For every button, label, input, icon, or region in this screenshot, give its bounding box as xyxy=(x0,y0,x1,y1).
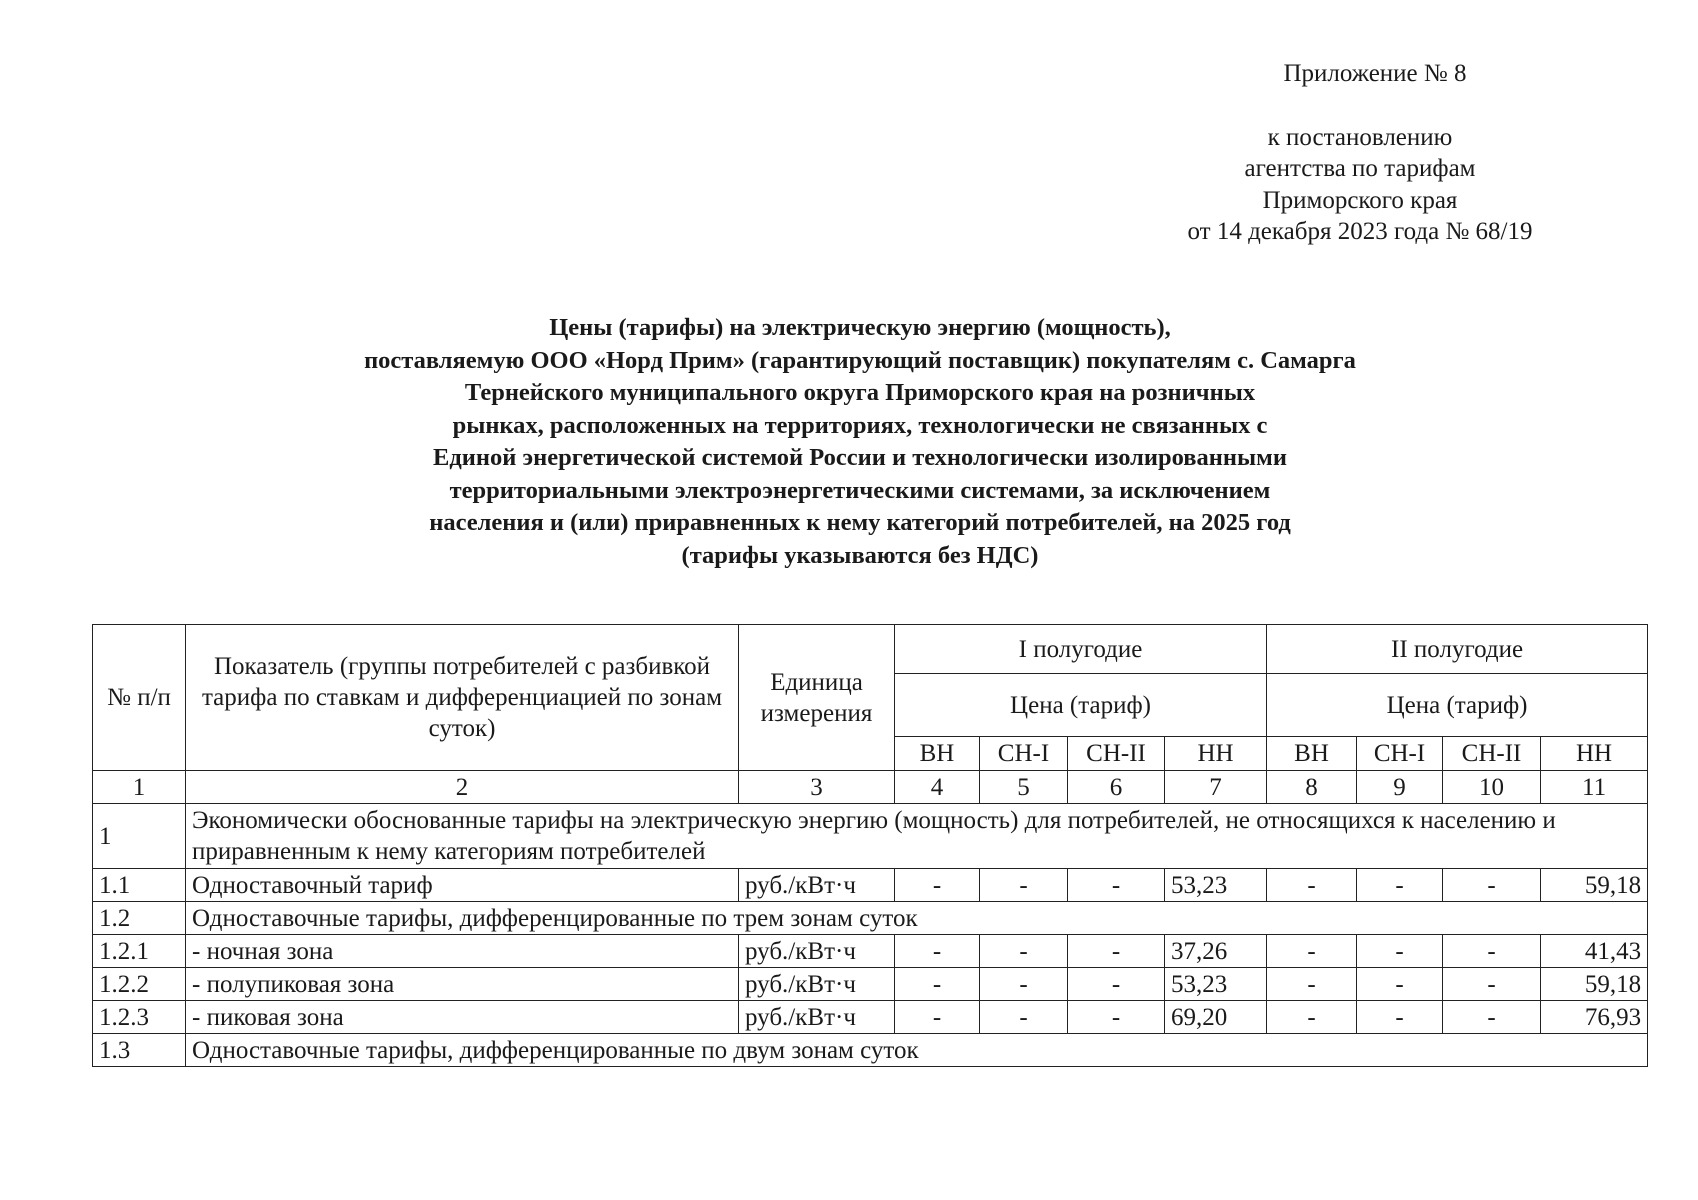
row-number: 1.2.1 xyxy=(93,935,186,968)
column-number: 3 xyxy=(739,771,895,804)
column-number-row xyxy=(93,771,1648,804)
header-voltage-sn2-2: СН-II xyxy=(1443,737,1541,771)
header-voltage-vn-1: ВН xyxy=(895,737,980,771)
value-vn-1: - xyxy=(895,968,980,1001)
value-sn2-2: - xyxy=(1443,869,1541,902)
appendix-region-line: Приморского края xyxy=(1262,186,1458,214)
value-nn-2: 59,18 xyxy=(1541,968,1648,1001)
value-sn1-1: - xyxy=(980,869,1068,902)
row-number: 1.2.3 xyxy=(93,1001,186,1034)
row-number: 1 xyxy=(93,804,186,869)
appendix-agency-line: агентства по тарифам xyxy=(1244,155,1476,182)
header-voltage-vn-2: ВН xyxy=(1267,737,1357,771)
value-sn2-2: - xyxy=(1443,968,1541,1001)
header-voltage-nn-2: НН xyxy=(1541,737,1648,771)
row-name: - полупиковая зона xyxy=(186,968,739,1001)
row-number: 1.3 xyxy=(93,1034,186,1067)
value-sn2-1: - xyxy=(1068,1001,1165,1034)
value-sn2-1: - xyxy=(1068,935,1165,968)
value-sn1-2: - xyxy=(1357,869,1443,902)
header-voltage-sn1-1: СН-I xyxy=(980,737,1068,771)
table-row xyxy=(93,902,1648,935)
value-vn-1: - xyxy=(895,869,980,902)
value-sn1-1: - xyxy=(980,935,1068,968)
header-half-1: I полугодие xyxy=(895,625,1267,674)
value-nn-2: 76,93 xyxy=(1541,1001,1648,1034)
value-sn1-2: - xyxy=(1357,935,1443,968)
value-sn1-1: - xyxy=(980,1001,1068,1034)
column-number: 1 xyxy=(93,771,186,804)
column-number: 2 xyxy=(186,771,739,804)
header-voltage-nn-1: НН xyxy=(1165,737,1267,771)
title-line-3: Тернейского муниципального округа Приморского края на розничных xyxy=(464,379,1256,406)
value-nn-1: 53,23 xyxy=(1165,869,1267,902)
row-number: 1.2.2 xyxy=(93,968,186,1001)
value-nn-2: 59,18 xyxy=(1541,869,1648,902)
header-unit: Единица измерения xyxy=(739,625,895,771)
header-voltage-sn1-2: СН-I xyxy=(1357,737,1443,771)
row-name: - пиковая зона xyxy=(186,1001,739,1034)
row-number: 1.2 xyxy=(93,902,186,935)
table-row xyxy=(93,935,1648,968)
row-unit: руб./кВт·ч xyxy=(739,1001,895,1034)
value-vn-2: - xyxy=(1267,968,1357,1001)
row-name: Одноставочные тарифы, дифференцированные по двум зонам суток xyxy=(186,1034,1648,1067)
tariff-table xyxy=(92,624,1648,1067)
value-vn-2: - xyxy=(1267,935,1357,968)
column-number: 10 xyxy=(1443,771,1541,804)
value-sn2-1: - xyxy=(1068,968,1165,1001)
title-line-7: населения и (или) приравненных к нему категорий потребителей, на 2025 год xyxy=(429,509,1291,536)
header-voltage-sn2-1: СН-II xyxy=(1068,737,1165,771)
row-name: Одноставочный тариф xyxy=(186,869,739,902)
header-price-2: Цена (тариф) xyxy=(1267,674,1648,737)
header-indicator: Показатель (группы потребителей с разбивкой тарифа по ставкам и дифференциацией по зонам суток) xyxy=(186,625,739,771)
row-name: Одноставочные тарифы, дифференцированные по трем зонам суток xyxy=(186,902,1648,935)
header-price-1: Цена (тариф) xyxy=(895,674,1267,737)
value-nn-2: 41,43 xyxy=(1541,935,1648,968)
value-nn-1: 37,26 xyxy=(1165,935,1267,968)
column-number: 7 xyxy=(1165,771,1267,804)
row-unit: руб./кВт·ч xyxy=(739,968,895,1001)
appendix-number: Приложение № 8 xyxy=(1283,60,1467,87)
value-sn1-2: - xyxy=(1357,968,1443,1001)
document-title xyxy=(140,312,1580,572)
column-number: 4 xyxy=(895,771,980,804)
row-name: - ночная зона xyxy=(186,935,739,968)
column-number: 5 xyxy=(980,771,1068,804)
table-row xyxy=(93,1034,1648,1067)
title-line-8: (тарифы указываются без НДС) xyxy=(681,541,1039,569)
value-sn2-1: - xyxy=(1068,869,1165,902)
row-unit: руб./кВт·ч xyxy=(739,935,895,968)
title-line-5: Единой энергетической системой России и технологически изолированными xyxy=(433,444,1287,471)
row-number: 1.1 xyxy=(93,869,186,902)
title-line-1: Цены (тарифы) на электрическую энергию (мощность), xyxy=(549,314,1171,341)
value-nn-1: 69,20 xyxy=(1165,1001,1267,1034)
value-vn-1: - xyxy=(895,935,980,968)
value-sn1-1: - xyxy=(980,968,1068,1001)
column-number: 9 xyxy=(1357,771,1443,804)
row-unit: руб./кВт·ч xyxy=(739,869,895,902)
header-row-halves xyxy=(93,625,1648,674)
header-num: № п/п xyxy=(93,625,186,771)
column-number: 6 xyxy=(1068,771,1165,804)
value-nn-1: 53,23 xyxy=(1165,968,1267,1001)
table-row xyxy=(93,1001,1648,1034)
appendix-date-line: от 14 декабря 2023 года № 68/19 xyxy=(1187,218,1533,245)
title-line-6: территориальными электроэнергетическими системами, за исключением xyxy=(449,476,1271,504)
header-half-2: II полугодие xyxy=(1267,625,1648,674)
value-vn-2: - xyxy=(1267,1001,1357,1034)
value-sn2-2: - xyxy=(1443,1001,1541,1034)
column-number: 11 xyxy=(1541,771,1648,804)
value-sn1-2: - xyxy=(1357,1001,1443,1034)
value-vn-2: - xyxy=(1267,869,1357,902)
table-row xyxy=(93,968,1648,1001)
title-line-4: рынках, расположенных на территориях, технологически не связанных с xyxy=(452,411,1268,439)
title-line-2: поставляемую ООО «Норд Прим» (гарантирующий поставщик) покупателям с. Самарга xyxy=(364,346,1356,374)
value-sn2-2: - xyxy=(1443,935,1541,968)
table-row xyxy=(93,804,1648,869)
table-row xyxy=(93,869,1648,902)
column-number: 8 xyxy=(1267,771,1357,804)
appendix-resolution-line: к постановлению xyxy=(1267,123,1453,151)
appendix-block xyxy=(1110,58,1610,248)
value-vn-1: - xyxy=(895,1001,980,1034)
row-name: Экономически обоснованные тарифы на электрическую энергию (мощность) для потребителей, не относящихся к населению и приравненным к нему категориям потребителей xyxy=(186,804,1648,869)
